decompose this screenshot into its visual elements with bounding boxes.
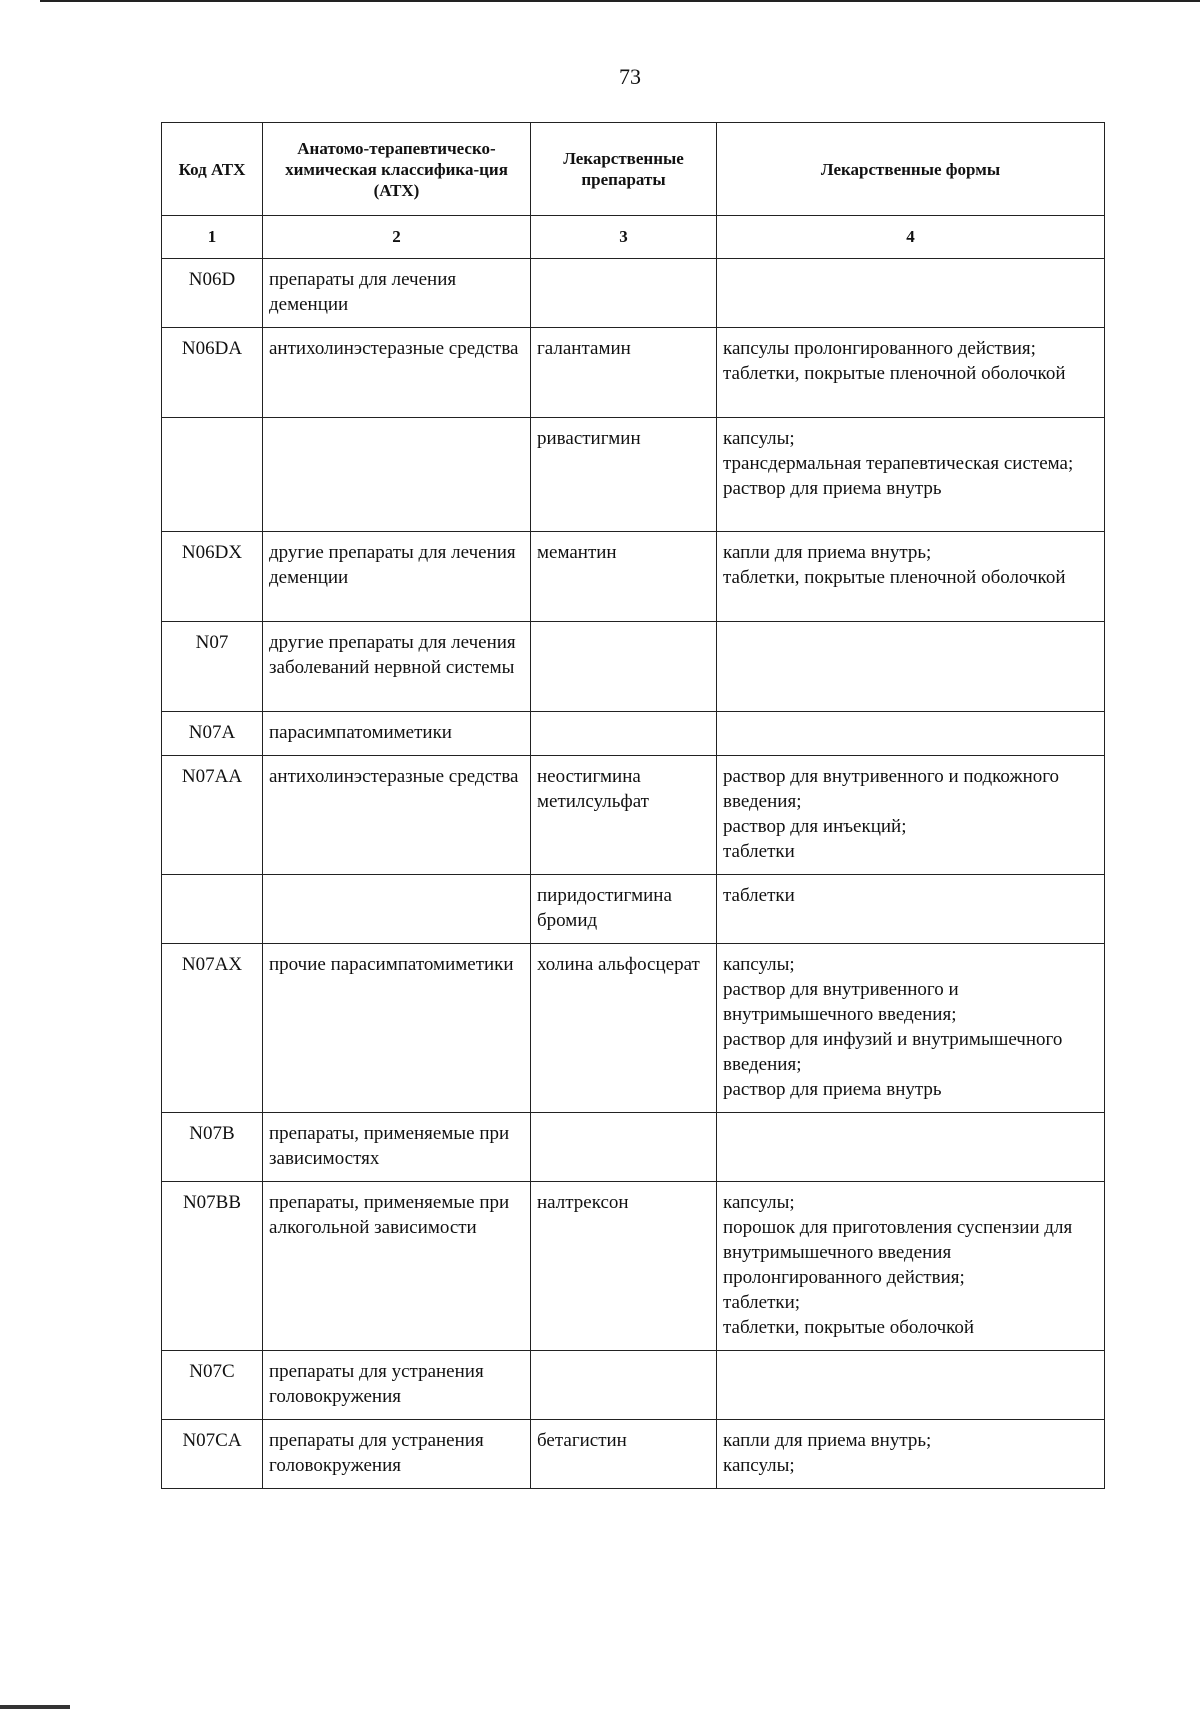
drug-cell bbox=[531, 712, 717, 756]
atc-code-cell: N07B bbox=[162, 1113, 263, 1182]
dosage-form-item: раствор для инфузий и внутримышечного введения; bbox=[723, 1029, 1063, 1075]
header-drugs: Лекарственные препараты bbox=[531, 123, 717, 216]
drug-cell bbox=[531, 1113, 717, 1182]
header-row bbox=[162, 123, 1105, 216]
atc-code-cell: N06DX bbox=[162, 532, 263, 622]
table-row bbox=[162, 1351, 1105, 1420]
header-classification: Анатомо-терапевтическо-химическая классифика-ция (АТХ) bbox=[263, 123, 531, 216]
classification-cell: препараты для устранения головокружения bbox=[263, 1420, 531, 1489]
atc-code-cell bbox=[162, 418, 263, 532]
drug-cell: налтрексон bbox=[531, 1182, 717, 1351]
table-row bbox=[162, 944, 1105, 1113]
drug-cell: холина альфосцерат bbox=[531, 944, 717, 1113]
dosage-form-item: капли для приема внутрь; bbox=[723, 1430, 932, 1451]
drug-cell: бетагистин bbox=[531, 1420, 717, 1489]
dosage-form-item: раствор для внутривенного и внутримышечного введения; bbox=[723, 979, 959, 1025]
drug-cell bbox=[531, 1351, 717, 1420]
atc-table-body bbox=[162, 259, 1105, 1489]
atc-code-cell: N07A bbox=[162, 712, 263, 756]
atc-table bbox=[161, 122, 1105, 1489]
drug-cell: пиридостигмина бромид bbox=[531, 875, 717, 944]
classification-cell bbox=[263, 418, 531, 532]
dosage-form-item: таблетки, покрытые пленочной оболочкой bbox=[723, 567, 1066, 588]
column-number: 2 bbox=[263, 216, 531, 259]
table-row bbox=[162, 328, 1105, 418]
dosage-form-item: капсулы; bbox=[723, 428, 795, 449]
header-forms: Лекарственные формы bbox=[717, 123, 1105, 216]
classification-cell: парасимпатомиметики bbox=[263, 712, 531, 756]
column-number: 3 bbox=[531, 216, 717, 259]
column-number: 1 bbox=[162, 216, 263, 259]
atc-code-cell: N06D bbox=[162, 259, 263, 328]
classification-cell: препараты, применяемые при алкогольной зависимости bbox=[263, 1182, 531, 1351]
atc-code-cell: N07AA bbox=[162, 756, 263, 875]
dosage-form-item: раствор для инъекций; bbox=[723, 816, 907, 837]
table-row bbox=[162, 532, 1105, 622]
dosage-forms-cell bbox=[717, 259, 1105, 328]
table-row bbox=[162, 1113, 1105, 1182]
drug-cell bbox=[531, 622, 717, 712]
dosage-form-item: капли для приема внутрь; bbox=[723, 542, 932, 563]
header-code: Код АТХ bbox=[162, 123, 263, 216]
classification-cell: препараты для устранения головокружения bbox=[263, 1351, 531, 1420]
table-row bbox=[162, 259, 1105, 328]
dosage-form-item: таблетки, покрытые оболочкой bbox=[723, 1317, 975, 1338]
classification-cell: антихолинэстеразные средства bbox=[263, 328, 531, 418]
table-row bbox=[162, 875, 1105, 944]
dosage-forms-cell bbox=[717, 1420, 1105, 1489]
atc-code-cell bbox=[162, 875, 263, 944]
dosage-forms-cell bbox=[717, 712, 1105, 756]
atc-code-cell: N07C bbox=[162, 1351, 263, 1420]
top-rule bbox=[40, 0, 1200, 2]
dosage-form-item: трансдермальная терапевтическая система; bbox=[723, 453, 1074, 474]
drug-cell: мемантин bbox=[531, 532, 717, 622]
dosage-form-item: капсулы пролонгированного действия; bbox=[723, 338, 1036, 359]
dosage-forms-cell bbox=[717, 1351, 1105, 1420]
drug-cell bbox=[531, 259, 717, 328]
dosage-forms-cell bbox=[717, 328, 1105, 418]
page-number: 73 bbox=[619, 64, 641, 89]
dosage-forms-cell bbox=[717, 1113, 1105, 1182]
scan-edge-mark bbox=[0, 1705, 70, 1709]
classification-cell: препараты, применяемые при зависимостях bbox=[263, 1113, 531, 1182]
classification-cell: другие препараты для лечения заболеваний нервной системы bbox=[263, 622, 531, 712]
drug-cell: ривастигмин bbox=[531, 418, 717, 532]
dosage-forms-cell bbox=[717, 944, 1105, 1113]
dosage-forms-cell bbox=[717, 418, 1105, 532]
atc-code-cell: N07BB bbox=[162, 1182, 263, 1351]
dosage-forms-cell bbox=[717, 875, 1105, 944]
dosage-form-item: таблетки bbox=[723, 841, 795, 862]
atc-code-cell: N06DA bbox=[162, 328, 263, 418]
classification-cell: антихолинэстеразные средства bbox=[263, 756, 531, 875]
classification-cell bbox=[263, 875, 531, 944]
atc-code-cell: N07 bbox=[162, 622, 263, 712]
dosage-forms-cell bbox=[717, 756, 1105, 875]
dosage-form-item: капсулы; bbox=[723, 1455, 795, 1476]
dosage-form-item: капсулы; bbox=[723, 1192, 795, 1213]
dosage-forms-cell bbox=[717, 622, 1105, 712]
dosage-form-item: капсулы; bbox=[723, 954, 795, 975]
dosage-form-item: раствор для приема внутрь bbox=[723, 478, 942, 499]
dosage-forms-cell bbox=[717, 1182, 1105, 1351]
dosage-form-item: порошок для приготовления суспензии для внутримышечного введения пролонгированного действия; bbox=[723, 1217, 1073, 1288]
table-row bbox=[162, 418, 1105, 532]
drug-cell: неостигмина метилсульфат bbox=[531, 756, 717, 875]
classification-cell: прочие парасимпатомиметики bbox=[263, 944, 531, 1113]
dosage-forms-cell bbox=[717, 532, 1105, 622]
table-row bbox=[162, 1420, 1105, 1489]
table-row bbox=[162, 712, 1105, 756]
atc-code-cell: N07AX bbox=[162, 944, 263, 1113]
drug-cell: галантамин bbox=[531, 328, 717, 418]
dosage-form-item: таблетки, покрытые пленочной оболочкой bbox=[723, 363, 1066, 384]
dosage-form-item: раствор для приема внутрь bbox=[723, 1079, 942, 1100]
atc-code-cell: N07CA bbox=[162, 1420, 263, 1489]
table-row bbox=[162, 622, 1105, 712]
classification-cell: другие препараты для лечения деменции bbox=[263, 532, 531, 622]
column-number: 4 bbox=[717, 216, 1105, 259]
table-row bbox=[162, 1182, 1105, 1351]
dosage-form-item: таблетки; bbox=[723, 1292, 801, 1313]
dosage-form-item: таблетки bbox=[723, 885, 795, 906]
column-number-row bbox=[162, 216, 1105, 259]
dosage-form-item: раствор для внутривенного и подкожного введения; bbox=[723, 766, 1060, 812]
classification-cell: препараты для лечения деменции bbox=[263, 259, 531, 328]
table-row bbox=[162, 756, 1105, 875]
